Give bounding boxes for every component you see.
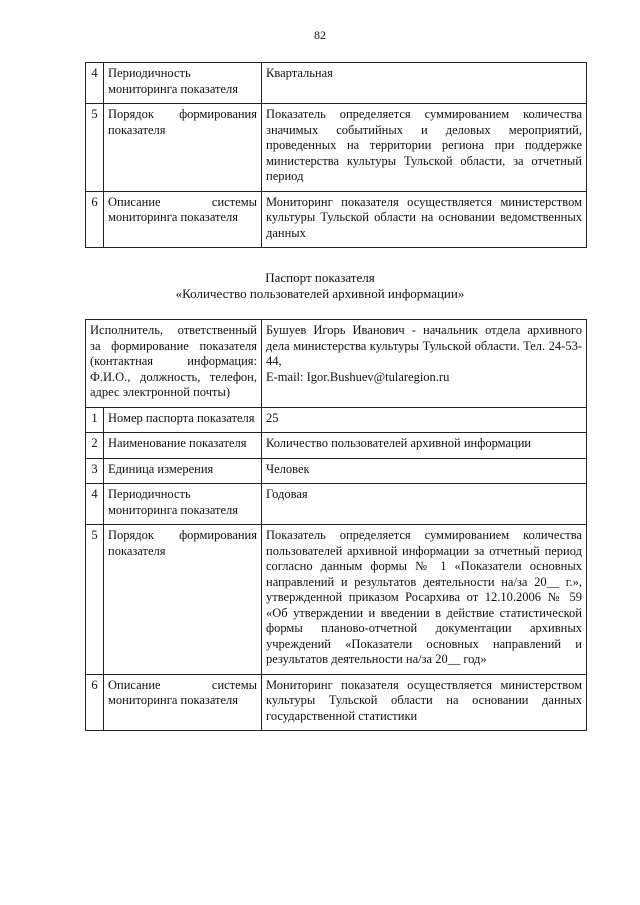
responsible-email: E-mail: Igor.Bushuev@tularegion.ru	[266, 369, 450, 384]
row-number: 2	[86, 433, 104, 459]
row-value: Показатель определяется суммированием количества значимых событийных и деловых мероприятий, проведенных на территории региона при поддержке министерства культуры Тульской области, за отчетный период	[262, 104, 587, 192]
row-label: Периодичность мониторинга показателя	[104, 484, 262, 525]
table-row	[86, 674, 587, 731]
row-value: Показатель определяется суммированием количества пользователей архивной информации за отчетный период согласно данным формы № 1 «Показатели основных направлений и результатов деятельности на/за 20__ г.», утвержденной приказом Росархива от 12.10.2006 № 59 «Об утверждении и введении в действие статистической формы планово-отчетной документации архивных учреждений «Показатели основных направлений и результатов деятельности на/за 20__ год»	[262, 525, 587, 675]
table-row	[86, 320, 587, 408]
passport-subtitle: «Количество пользователей архивной информации»	[175, 286, 465, 301]
row-label: Порядок формирования показателя	[104, 104, 262, 192]
row-number: 1	[86, 407, 104, 433]
row-label: Описание системы мониторинга показателя	[104, 674, 262, 731]
passport-heading	[0, 270, 640, 302]
responsible-label: Исполнитель, ответственный за формирование показателя (контактная информация: Ф.И.О., должность, телефон, адрес электронной почты)	[86, 320, 262, 408]
table-row	[86, 63, 587, 104]
row-label: Описание системы мониторинга показателя	[104, 191, 262, 248]
row-number: 3	[86, 458, 104, 484]
table-row	[86, 407, 587, 433]
passport-table	[85, 319, 587, 731]
row-value: Человек	[262, 458, 587, 484]
row-label: Наименование показателя	[104, 433, 262, 459]
table-row	[86, 458, 587, 484]
table-row	[86, 525, 587, 675]
passport-title: Паспорт показателя	[265, 270, 375, 285]
row-label: Периодичность мониторинга показателя	[104, 63, 262, 104]
row-number: 6	[86, 674, 104, 731]
row-number: 5	[86, 525, 104, 675]
row-label: Единица измерения	[104, 458, 262, 484]
row-value: Мониторинг показателя осуществляется министерством культуры Тульской области на основании данных государственной статистики	[262, 674, 587, 731]
indicator-table-continued	[85, 62, 587, 248]
row-label: Номер паспорта показателя	[104, 407, 262, 433]
table-row	[86, 433, 587, 459]
row-number: 5	[86, 104, 104, 192]
row-label: Порядок формирования показателя	[104, 525, 262, 675]
page-number: 82	[314, 28, 326, 42]
responsible-contact: Бушуев Игорь Иванович - начальник отдела архивного дела министерства культуры Тульской области. Тел. 24-53-44,	[266, 323, 582, 368]
row-value: Количество пользователей архивной информации	[262, 433, 587, 459]
row-value: Годовая	[262, 484, 587, 525]
table-row	[86, 191, 587, 248]
row-value: Квартальная	[262, 63, 587, 104]
row-number: 4	[86, 484, 104, 525]
row-value: 25	[262, 407, 587, 433]
row-number: 6	[86, 191, 104, 248]
table-row	[86, 104, 587, 192]
responsible-value	[262, 320, 587, 408]
row-number: 4	[86, 63, 104, 104]
table-row	[86, 484, 587, 525]
row-value: Мониторинг показателя осуществляется министерством культуры Тульской области на основании ведомственных данных	[262, 191, 587, 248]
